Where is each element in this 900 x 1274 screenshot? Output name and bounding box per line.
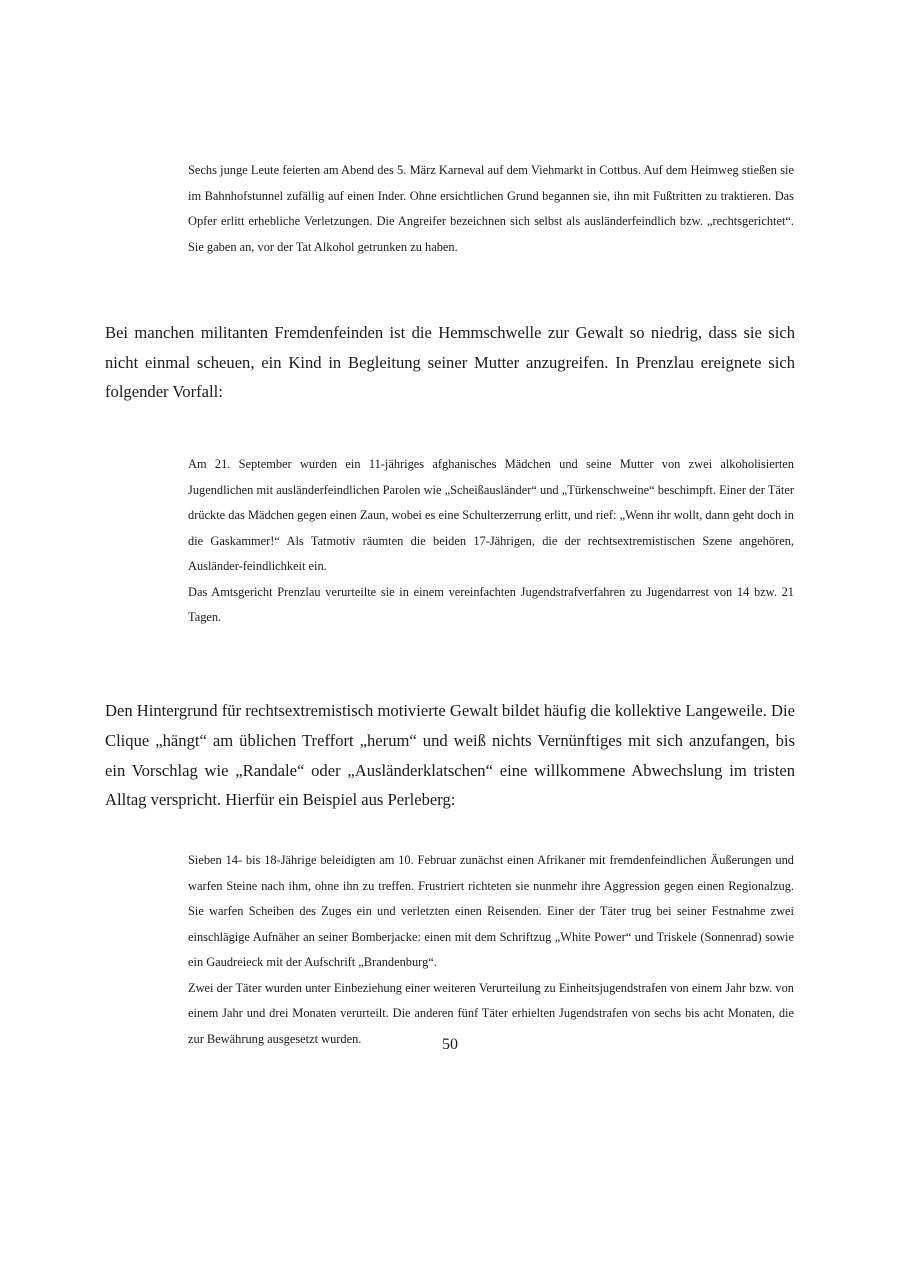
case-text: Sechs junge Leute feierten am Abend des 5. März Karneval auf dem Viehmarkt in Cottbus. Auf dem Heimweg stießen sie im Bahnhofstunnel zufällig auf einen Inder. Ohne ersichtlichen Grund begannen sie, ihn mit Fußtritten zu traktieren. Das Opfer erlitt erhebliche Verletzungen. Die Angreifer bezeichnen sich selbst als ausländerfeindlich bzw. „rechtsgerichtet“. Sie gaben an, vor der Tat Alkohol getrunken zu haben. — [188, 163, 794, 254]
case-example-cottbus — [188, 158, 794, 260]
page-number: 50 — [442, 1036, 458, 1053]
case-example-perleberg — [188, 848, 794, 1052]
case-text: Am 21. September wurden ein 11-jähriges afghanisches Mädchen und seine Mutter von zwei alkoholisierten Jugendlichen mit ausländerfeindlichen Parolen wie „Scheißausländer“ und „Türkenschweine“ beschimpft. Einer der Täter drückte das Mädchen gegen einen Zaun, wobei es eine Schulterzerrung erlitt, und rief: „Wenn ihr wollt, dann geht doch in die Gaskammer!“ Als Tatmotiv räumten die beiden 17-Jährigen, die der rechtsextremistischen Szene angehören, Ausländer-feindlichkeit ein. — [188, 457, 794, 573]
case-example-prenzlau — [188, 452, 794, 631]
body-paragraph-perleberg-intro: Den Hintergrund für rechtsextremistisch motivierte Gewalt bildet häufig die kollektive Langeweile. Die Clique „hängt“ am üblichen Treffort „herum“ und weiß nichts Vernünftiges mit sich anzufangen, bis ein Vorschlag wie „Randale“ oder „Ausländerklatschen“ eine willkommene Abwechslung im tristen Alltag verspricht. Hierfür ein Beispiel aus Perleberg: — [105, 701, 795, 810]
case-verdict: Zwei der Täter wurden unter Einbeziehung einer weiteren Verurteilung zu Einheitsjugendstrafen von einem Jahr bzw. von einem Jahr und drei Monaten verurteilt. Die anderen fünf Täter erhielten Jugendstrafen von sechs bis acht Monaten, die zur Bewährung ausgesetzt wurden. — [188, 980, 794, 1046]
case-text: Sieben 14- bis 18-Jährige beleidigten am 10. Februar zunächst einen Afrikaner mit fremdenfeindlichen Äußerungen und warfen Steine nach ihm, ohne ihn zu treffen. Frustriert richteten sie nunmehr ihre Aggression gegen einen Regionalzug. Sie warfen Scheiben des Zuges ein und verletzten einen Reisenden. Einer der Täter trug bei seiner Festnahme zwei einschlägige Aufnäher an seiner Bomberjacke: einen mit dem Schriftzug „White Power“ und Triskele (Sonnenrad) sowie ein Gaudreieck mit der Aufschrift „Brandenburg“. — [188, 853, 794, 969]
case-verdict: Das Amtsgericht Prenzlau verurteilte sie in einem vereinfachten Jugendstrafverfahren zu Jugendarrest von 14 bzw. 21 Tagen. — [188, 584, 794, 624]
body-paragraph-prenzlau-intro: Bei manchen militanten Fremdenfeinden ist die Hemmschwelle zur Gewalt so niedrig, dass sie sich nicht einmal scheuen, ein Kind in Begleitung seiner Mutter anzugreifen. In Prenzlau ereignete sich folgender Vorfall: — [105, 323, 795, 401]
